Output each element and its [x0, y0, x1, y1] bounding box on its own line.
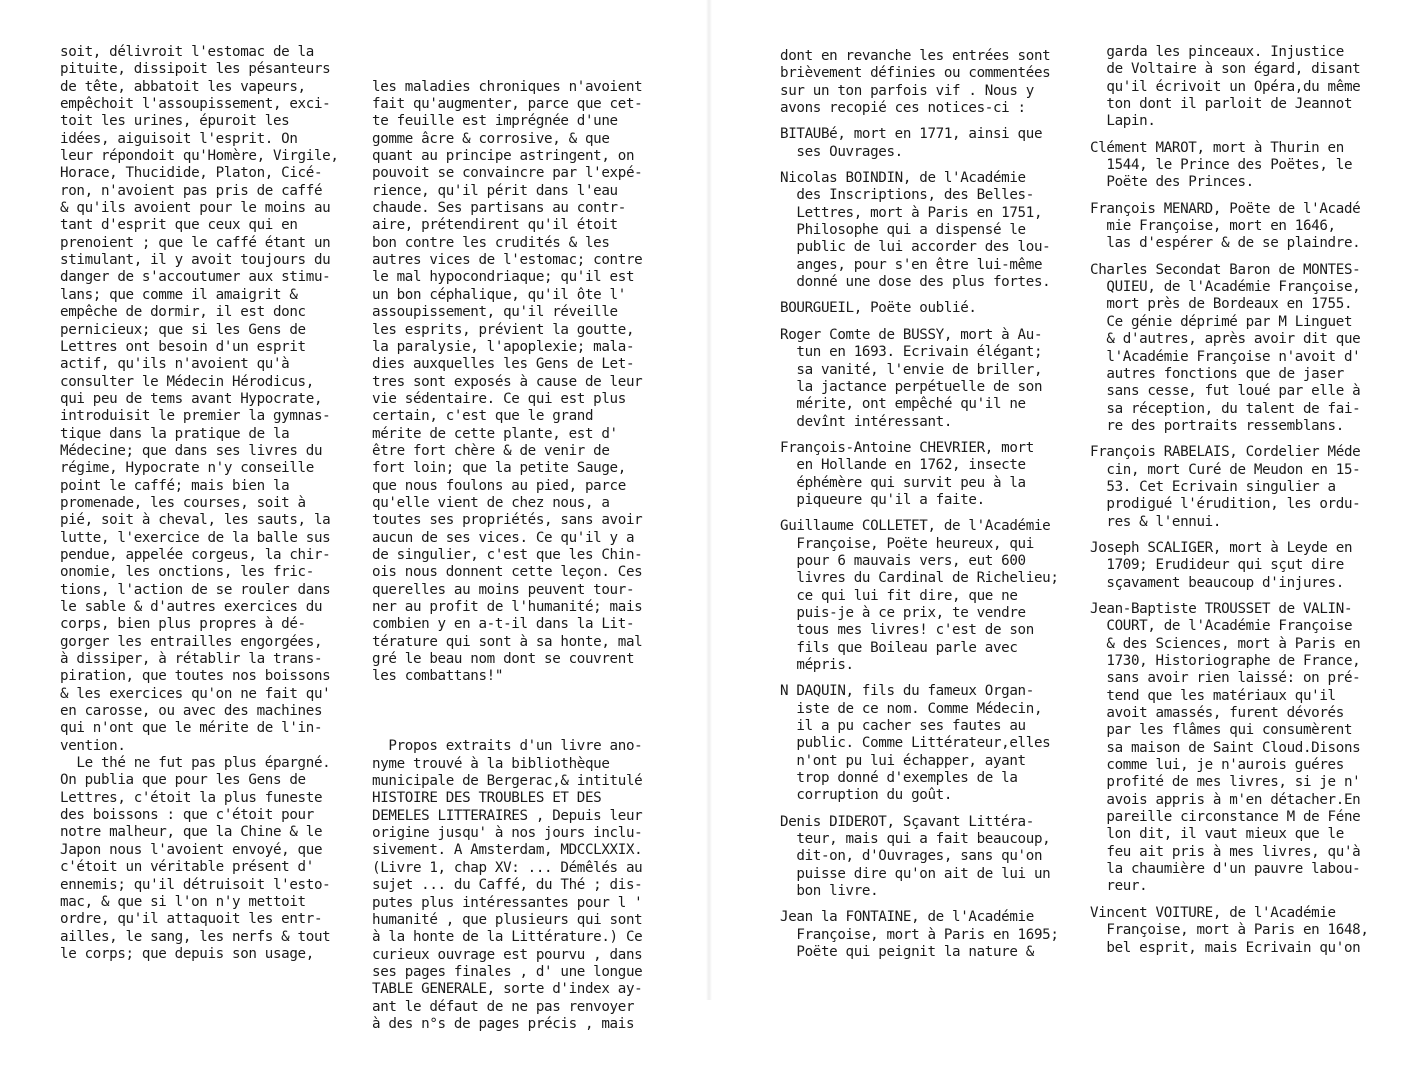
- text-line: brièvement définies ou commentées: [780, 65, 1051, 82]
- text-line: livres du Cardinal de Richelieu;: [780, 570, 1059, 587]
- text-line: sivement. A Amsterdam, MDCCLXXIX.: [372, 842, 643, 859]
- entry: [780, 909, 1059, 961]
- text-line: Denis DIDEROT, Sçavant Littéra-: [780, 813, 1034, 830]
- text-line: le corps; que depuis son usage,: [60, 945, 314, 962]
- text-line: idées, aiguisoit l'esprit. On: [60, 130, 298, 147]
- text-line: prenoient ; que le caffé étant un: [60, 234, 331, 251]
- text-line: municipale de Bergerac,& intitulé: [372, 773, 643, 790]
- text-line: en Hollande en 1762, insecte: [780, 457, 1026, 474]
- text-line: il a pu cacher ses fautes au: [780, 718, 1026, 735]
- text-line: à dissiper, à rétablir la trans-: [60, 651, 323, 668]
- text-line: les maladies chroniques n'avoient: [372, 78, 643, 95]
- text-line: sans cesse, fut loué par elle à: [1090, 383, 1361, 400]
- text-line: profité de mes livres, si je n': [1090, 774, 1361, 791]
- text-line: piration, que toutes nos boissons: [60, 668, 331, 685]
- text-line: en carosse, ou avec des machines: [60, 703, 323, 720]
- text-line: comme lui, je n'aurois guéres: [1090, 757, 1344, 774]
- text-line: bel esprit, mais Ecrivain qu'on: [1090, 939, 1361, 956]
- text-line: Françoise, mort à Paris en 1648,: [1090, 922, 1369, 939]
- text-line: ron, n'avoient pas pris de caffé: [60, 182, 323, 199]
- column-3: [780, 48, 1059, 962]
- text-line: mérite de cette plante, est d': [372, 425, 618, 442]
- entry: [1090, 140, 1369, 192]
- text-line: François MENARD, Poëte de l'Acadé: [1090, 200, 1361, 217]
- left-page: [0, 0, 710, 1032]
- text-line: tant d'esprit que ceux qui en: [60, 217, 298, 234]
- text-line: N DAQUIN, fils du fameux Organ-: [780, 683, 1034, 700]
- text-line: humanité , que plusieurs qui sont: [372, 911, 643, 928]
- text-line: autres fonctions que de jaser: [1090, 365, 1344, 382]
- text-line: de Voltaire à son égard, disant: [1090, 61, 1361, 78]
- text-line: origine jusqu' à nos jours inclu-: [372, 825, 643, 842]
- text-line: ce qui lui fit dire, que ne: [780, 587, 1018, 604]
- text-line: promenade, les courses, soit à: [60, 494, 306, 511]
- text-line: la jactance perpétuelle de son: [780, 378, 1043, 395]
- entry: [1090, 262, 1369, 435]
- text-line: fait qu'augmenter, parce que cet-: [372, 96, 643, 113]
- text-line: tres sont exposés à cause de leur: [372, 373, 643, 390]
- paragraph-tea-continued: [372, 79, 642, 686]
- text-line: l'Académie Françoise n'avoit d': [1090, 348, 1361, 365]
- text-line: trop donné d'exemples de la: [780, 770, 1018, 787]
- text-line: Lapin.: [1090, 113, 1156, 130]
- text-line: ner au profit de l'humanité; mais: [372, 599, 643, 615]
- text-line: sa maison de Saint Cloud.Disons: [1090, 739, 1361, 756]
- text-line: dont en revanche les entrées sont: [780, 48, 1051, 64]
- text-line: empêche de dormir, il est donc: [60, 304, 306, 321]
- text-line: de singulier, c'est que les Chin-: [372, 546, 643, 563]
- text-line: pié, soit à cheval, les sauts, la: [60, 512, 331, 529]
- text-line: des boissons : que c'étoit pour: [60, 807, 314, 824]
- text-line: gomme âcre & corrosive, & que: [372, 130, 610, 147]
- text-line: reur.: [1090, 878, 1148, 895]
- text-line: donné une dose des plus fortes.: [780, 274, 1051, 291]
- text-line: TABLE GENERALE, sorte d'index ay-: [372, 981, 643, 998]
- entry: [780, 683, 1059, 804]
- text-line: dit-on, d'Ouvrages, sans qu'on: [780, 848, 1043, 865]
- column-2: [372, 44, 642, 1068]
- text-line: avoit amassés, furent dévorés: [1090, 705, 1344, 722]
- text-line: tique dans la pratique de la: [60, 425, 290, 442]
- text-line: quant au principe astringent, on: [372, 148, 635, 165]
- text-line: pituite, dissipoit les pésanteurs: [60, 61, 331, 78]
- entry: [780, 48, 1059, 117]
- text-line: Jean la FONTAINE, de l'Académie: [780, 909, 1034, 926]
- text-line: certain, c'est que le grand: [372, 408, 594, 425]
- text-line: HISTOIRE DES TROUBLES ET DES: [372, 790, 602, 807]
- text-line: danger de s'accoutumer aux stimu-: [60, 269, 331, 286]
- text-line: avons recopié ces notices-ci :: [780, 100, 1026, 117]
- text-line: vie sédentaire. Ce qui est plus: [372, 390, 626, 407]
- text-line: François-Antoine CHEVRIER, mort: [780, 439, 1034, 456]
- text-line: tions, l'action de se rouler dans: [60, 581, 331, 598]
- text-line: sa vanité, l'envie de briller,: [780, 361, 1043, 378]
- text-line: 1544, le Prince des Poëtes, le: [1090, 157, 1353, 174]
- text-line: tous mes livres! c'est de son: [780, 622, 1034, 639]
- column-4: [1090, 44, 1369, 957]
- entry: [1090, 444, 1369, 531]
- text-line: re des portraits ressemblans.: [1090, 417, 1344, 434]
- right-page: [712, 0, 1420, 1000]
- text-line: & qu'ils avoient pour le moins au: [60, 200, 331, 217]
- text-line: pareille circonstance M de Féne: [1090, 809, 1361, 826]
- text-line: aire, prétendirent qu'il étoit: [372, 217, 618, 234]
- text-line: garda les pinceaux. Injustice: [1090, 44, 1344, 60]
- text-line: ton dont il parloit de Jeannot: [1090, 96, 1353, 113]
- text-line: aucun de ses vices. Ce qu'il y a: [372, 529, 635, 546]
- text-line: & les exercices qu'on ne fait qu': [60, 685, 331, 702]
- text-line: Philosophe qui a dispensé le: [780, 222, 1026, 239]
- text-line: pour 6 mauvais vers, eut 600: [780, 552, 1026, 569]
- text-line: c'étoit un véritable présent d': [60, 859, 314, 876]
- text-line: Françoise, mort à Paris en 1695;: [780, 926, 1059, 943]
- text-line: piqueure qu'il a faite.: [780, 491, 985, 508]
- text-line: Lettres, c'étoit la plus funeste: [60, 789, 323, 806]
- text-line: François RABELAIS, Cordelier Méde: [1090, 444, 1361, 461]
- text-line: Le thé ne fut pas plus épargné.: [60, 755, 331, 772]
- text-line: Lettres, mort à Paris en 1751,: [780, 204, 1043, 221]
- text-line: Nicolas BOINDIN, de l'Académie: [780, 170, 1026, 187]
- text-line: point le caffé; mais bien la: [60, 477, 290, 494]
- entry: [780, 327, 1059, 431]
- text-line: ennemis; qu'il détruisoit l'esto-: [60, 876, 331, 893]
- text-line: lutte, l'exercice de la balle sus: [60, 529, 331, 546]
- text-line: Roger Comte de BUSSY, mort à Au-: [780, 326, 1043, 343]
- text-line: éphémère qui survit peu à la: [780, 474, 1026, 491]
- text-line: Poëte des Princes.: [1090, 174, 1254, 191]
- text-line: un bon céphalique, qu'il ôte l': [372, 286, 626, 303]
- entry: [780, 440, 1059, 509]
- text-line: notre malheur, que la Chine & le: [60, 824, 323, 841]
- text-line: mépris.: [780, 657, 854, 673]
- text-line: qui n'ont que le mérite de l'in-: [60, 720, 323, 737]
- text-line: leur répondoit qu'Homère, Virgile,: [60, 148, 339, 165]
- text-line: & des Sciences, mort à Paris en: [1090, 635, 1361, 652]
- text-line: chaude. Ses partisans au contr-: [372, 200, 626, 217]
- text-line: sçavament beaucoup d'injures.: [1090, 574, 1344, 591]
- text-line: Poëte qui peignit la nature &: [780, 944, 1034, 961]
- text-line: cin, mort Curé de Meudon en 15-: [1090, 461, 1361, 478]
- text-line: vention.: [60, 737, 126, 754]
- text-line: régime, Hypocrate n'y conseille: [60, 460, 314, 477]
- text-line: le mal hypocondriaque; qu'il est: [372, 269, 635, 286]
- text-line: & d'autres, après avoir dit que: [1090, 331, 1361, 348]
- text-line: gorger les entrailles engorgées,: [60, 633, 323, 650]
- text-line: la paralysie, l'apoplexie; mala-: [372, 338, 635, 355]
- text-line: Médecine; que dans ses livres du: [60, 442, 323, 459]
- text-line: introduisit le premier la gymnas-: [60, 408, 331, 425]
- text-line: mérite, ont empêché qu'il ne: [780, 396, 1026, 413]
- text-line: anges, pour s'en être lui-même: [780, 256, 1043, 273]
- text-line: pernicieux; que si les Gens de: [60, 321, 306, 338]
- text-line: stimulant, il y avoit toujours du: [60, 252, 331, 269]
- text-line: corruption du goût.: [780, 787, 953, 804]
- text-line: Lettres ont besoin d'un esprit: [60, 338, 306, 355]
- text-line: te feuille est imprégnée d'une: [372, 113, 618, 130]
- entry: [780, 170, 1059, 291]
- text-line: nyme trouvé à la bibliothèque: [372, 755, 610, 772]
- entry: [1090, 44, 1369, 131]
- text-line: 1709; Erudideur qui sçut dire: [1090, 557, 1344, 574]
- text-line: puis-je à ce prix, te vendre: [780, 604, 1026, 621]
- text-line: qui peu de tems avant Hypocrate,: [60, 390, 323, 407]
- text-line: Propos extraits d'un livre ano-: [372, 738, 643, 755]
- text-line: Horace, Thucidide, Platon, Cicé-: [60, 165, 323, 182]
- entry: [1090, 201, 1369, 253]
- text-line: ses Ouvrages.: [780, 143, 903, 160]
- text-line: 53. Cet Ecrivain singulier a: [1090, 478, 1336, 495]
- text-line: COURT, de l'Académie Françoise: [1090, 618, 1353, 635]
- text-line: sa réception, du talent de fai-: [1090, 400, 1361, 417]
- text-line: BOURGUEIL, Poëte oublié.: [780, 300, 977, 317]
- text-line: de tête, abbatoit les vapeurs,: [60, 78, 306, 95]
- text-line: combien y en a-t-il dans la Lit-: [372, 616, 635, 633]
- text-line: qu'elle vient de chez nous, a: [372, 494, 610, 511]
- text-line: mort près de Bordeaux en 1755.: [1090, 296, 1353, 313]
- text-line: par les flâmes qui consumèrent: [1090, 722, 1353, 739]
- text-line: le sable & d'autres exercices du: [60, 599, 323, 615]
- text-line: DEMELES LITTERAIRES , Depuis leur: [372, 807, 643, 824]
- text-line: public. Comme Littérateur,elles: [780, 735, 1051, 752]
- text-line: térature qui sont à sa honte, mal: [372, 633, 643, 650]
- text-line: corps, bien plus propres à dé-: [60, 616, 306, 633]
- text-line: être fort chère & de venir de: [372, 442, 610, 459]
- text-line: rience, qu'il périt dans l'eau: [372, 182, 618, 199]
- text-line: actif, qu'ils n'avoient qu'à: [60, 356, 290, 373]
- text-line: lon dit, il vaut mieux que le: [1090, 826, 1344, 843]
- text-line: Ce génie déprimé par M Linguet: [1090, 313, 1353, 330]
- text-line: gré le beau nom dont se couvrent: [372, 651, 635, 668]
- entry: [780, 126, 1059, 161]
- text-line: fort loin; que la petite Sauge,: [372, 460, 626, 477]
- text-line: devînt intéressant.: [780, 413, 953, 430]
- text-line: Charles Secondat Baron de MONTES-: [1090, 261, 1361, 278]
- text-line: pouvoit se convaincre par l'expé-: [372, 165, 643, 182]
- text-line: tun en 1693. Ecrivain élégant;: [780, 344, 1043, 361]
- text-line: onomie, les onctions, les fric-: [60, 564, 314, 581]
- text-line: les esprits, prévient la goutte,: [372, 321, 635, 338]
- text-line: la chaumière d'un pauvre labou-: [1090, 861, 1361, 878]
- text-line: feu ait pris à mes livres, qu'à: [1090, 843, 1361, 860]
- text-line: teur, mais qui a fait beaucoup,: [780, 831, 1051, 848]
- text-line: autres vices de l'estomac; contre: [372, 252, 643, 269]
- text-line: 1730, Historiographe de France,: [1090, 653, 1361, 669]
- text-line: à la honte de la Littérature.) Ce: [372, 929, 643, 946]
- entry: [780, 300, 1059, 317]
- text-line: consulter le Médecin Hérodicus,: [60, 373, 314, 390]
- text-line: puisse dire qu'on ait de lui un: [780, 865, 1051, 882]
- text-line: dies auxquelles les Gens de Let-: [372, 356, 635, 373]
- text-line: ois nous donnent cette leçon. Ces: [372, 564, 643, 581]
- text-line: lans; que comme il amaigrit &: [60, 286, 298, 303]
- text-line: mac, & que si l'on n'y mettoit: [60, 893, 306, 910]
- text-line: toutes ses propriétés, sans avoir: [372, 512, 643, 529]
- entry: [780, 814, 1059, 901]
- text-line: sur un ton parfois vif . Nous y: [780, 82, 1034, 99]
- text-line: res & l'ennui.: [1090, 513, 1222, 530]
- text-line: tend que les matériaux qu'il: [1090, 687, 1336, 704]
- entry: [1090, 601, 1369, 896]
- text-line: les combattans!": [372, 668, 504, 685]
- text-line: Vincent VOITURE, de l'Académie: [1090, 904, 1336, 921]
- text-line: prodigué l'érudition, les ordu-: [1090, 496, 1361, 513]
- text-line: putes plus intéressantes pour l ': [372, 894, 643, 911]
- text-line: mie Françoise, mort en 1646,: [1090, 218, 1336, 235]
- text-line: ses pages finales , d' une longue: [372, 963, 643, 980]
- paragraph-source-note: [372, 738, 642, 1033]
- text-line: sans avoir rien laissé: on pré-: [1090, 670, 1361, 687]
- text-line: curieux ouvrage est pourvu , dans: [372, 946, 643, 963]
- text-line: Joseph SCALIGER, mort à Leyde en: [1090, 539, 1353, 556]
- text-line: n'ont pu lui échapper, ayant: [780, 752, 1026, 769]
- text-line: On publia que pour les Gens de: [60, 772, 306, 789]
- text-line: assoupissement, qu'il réveille: [372, 304, 618, 321]
- text-line: avois appris à m'en détacher.En: [1090, 791, 1361, 808]
- text-line: iste de ce nom. Comme Médecin,: [780, 700, 1043, 717]
- text-line: public de lui accorder des lou-: [780, 239, 1051, 256]
- text-line: bon livre.: [780, 883, 879, 900]
- text-line: las d'espérer & de se plaindre.: [1090, 235, 1361, 252]
- text-line: BITAUBé, mort en 1771, ainsi que: [780, 126, 1043, 143]
- text-line: ailles, le sang, les nerfs & tout: [60, 928, 331, 945]
- text-line: bon contre les crudités & les: [372, 234, 610, 251]
- text-line: qu'il écrivoit un Opéra,du même: [1090, 78, 1361, 95]
- text-line: Guillaume COLLETET, de l'Académie: [780, 518, 1051, 535]
- entry: [1090, 540, 1369, 592]
- text-line: empêchoit l'assoupissement, exci-: [60, 96, 331, 113]
- text-line: ant le défaut de ne pas renvoyer: [372, 998, 635, 1015]
- entry: [1090, 905, 1369, 957]
- text-line: (Livre 1, chap XV: ... Démêlés au: [372, 859, 643, 876]
- text-line: Clément MAROT, mort à Thurin en: [1090, 139, 1344, 156]
- text-line: ordre, qu'il attaquoit les entr-: [60, 911, 323, 928]
- column-1: [60, 44, 339, 963]
- text-line: sujet ... du Caffé, du Thé ; dis-: [372, 877, 643, 894]
- text-line: soit, délivroit l'estomac de la: [60, 44, 314, 60]
- text-line: Françoise, Poëte heureux, qui: [780, 535, 1034, 552]
- text-line: fils que Boileau parle avec: [780, 639, 1018, 656]
- text-line: à des n°s de pages précis , mais: [372, 1015, 635, 1032]
- text-line: Jean-Baptiste TROUSSET de VALIN-: [1090, 600, 1353, 617]
- text-line: Japon nous l'avoient envoyé, que: [60, 841, 323, 858]
- text-line: pendue, appelée corgeus, la chir-: [60, 546, 331, 563]
- text-line: QUIEU, de l'Académie Françoise,: [1090, 279, 1361, 296]
- text-line: des Inscriptions, des Belles-: [780, 187, 1034, 204]
- text-line: que nous foulons au pied, parce: [372, 477, 626, 494]
- entry: [780, 518, 1059, 674]
- text-line: querelles au moins peuvent tour-: [372, 581, 635, 598]
- text-line: toit les urines, épuroit les: [60, 113, 290, 130]
